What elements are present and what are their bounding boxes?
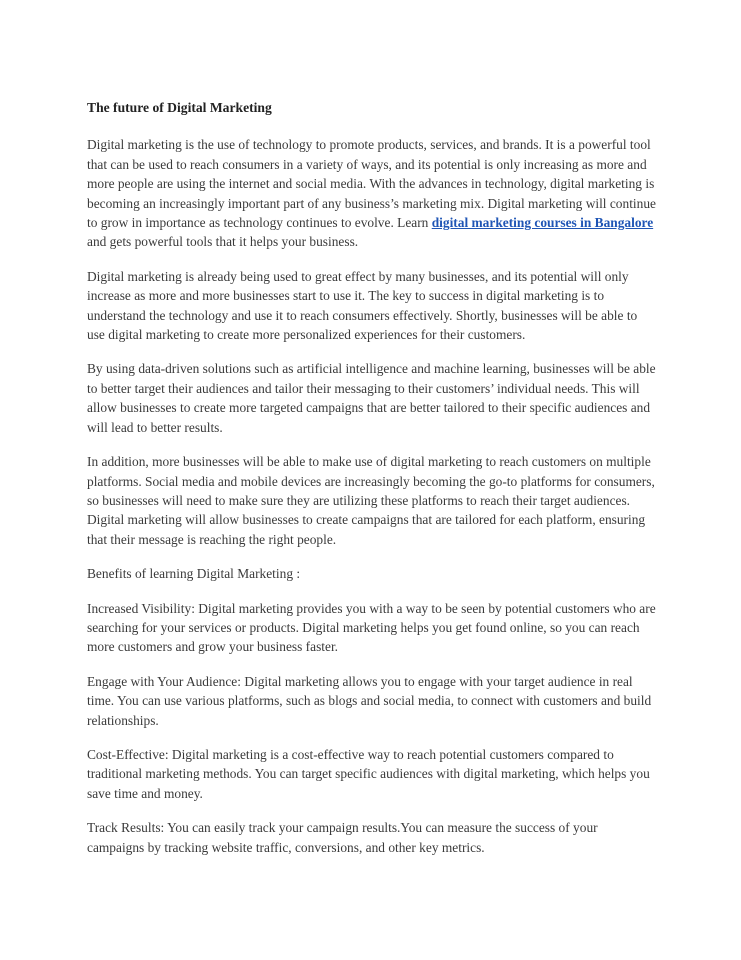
intro-paragraph — [87, 135, 657, 251]
courses-link[interactable]: digital marketing courses in Bangalore — [431, 215, 654, 231]
intro-text-after-link: and gets powerful tools that it helps your business. — [87, 234, 359, 250]
benefit-paragraph: Engage with Your Audience: Digital marketing allows you to engage with your target audience in real time. You can use various platforms, such as blogs and social media, to connect with customers and build relationships. — [87, 673, 652, 728]
intro-text-before-link: Digital marketing is the use of technology to promote products, services, and brands. It is a powerful tool that can be used to reach consumers in a variety of ways, and its potential is only increasing as more and more people are using the internet and social media. With the advances in technology, digital marketing is becoming an increasingly important part of any business’s marketing mix. Digital marketing will continue to grow in importance as technology continues to evolve. Learn — [87, 137, 656, 231]
document-page — [87, 98, 657, 872]
body-paragraph: By using data-driven solutions such as artificial intelligence and machine learning, businesses will be able to better target their audiences and tailor their messaging to their customers’ individual needs. This will allow businesses to create more targeted campaigns that are better tailored to their specific audiences and will lead to better results. — [87, 361, 656, 435]
benefit-paragraph: Cost-Effective: Digital marketing is a cost-effective way to reach potential customers compared to traditional marketing methods. You can target specific audiences with digital marketing, which helps you save time and money. — [87, 746, 650, 801]
benefits-heading: Benefits of learning Digital Marketing : — [87, 566, 301, 582]
document-title: The future of Digital Marketing — [87, 100, 272, 115]
body-paragraph: Digital marketing is already being used to great effect by many businesses, and its potential will only increase as more and more businesses start to use it. The key to success in digital marketing is to understand the technology and use it to reach consumers effectively. Shortly, businesses will be able to use digital marketing to create more personalized experiences for their customers. — [87, 268, 638, 343]
benefit-paragraph: Track Results: You can easily track your campaign results.You can measure the success of your campaigns by tracking website traffic, conversions, and other key metrics. — [87, 820, 598, 855]
benefit-paragraph: Increased Visibility: Digital marketing provides you with a way to be seen by potential customers who are searching for your services or products. Digital marketing helps you get found online, so you can reach more customers and grow your business faster. — [87, 600, 656, 655]
body-paragraph: In addition, more businesses will be able to make use of digital marketing to reach customers on multiple platforms. Social media and mobile devices are increasingly becoming the go-to platforms for consumers, so businesses will need to make sure they are utilizing these platforms to reach their target audiences. Digital marketing will allow businesses to create campaigns that are tailored for each platform, ensuring that their message is reaching the right people. — [87, 454, 655, 547]
